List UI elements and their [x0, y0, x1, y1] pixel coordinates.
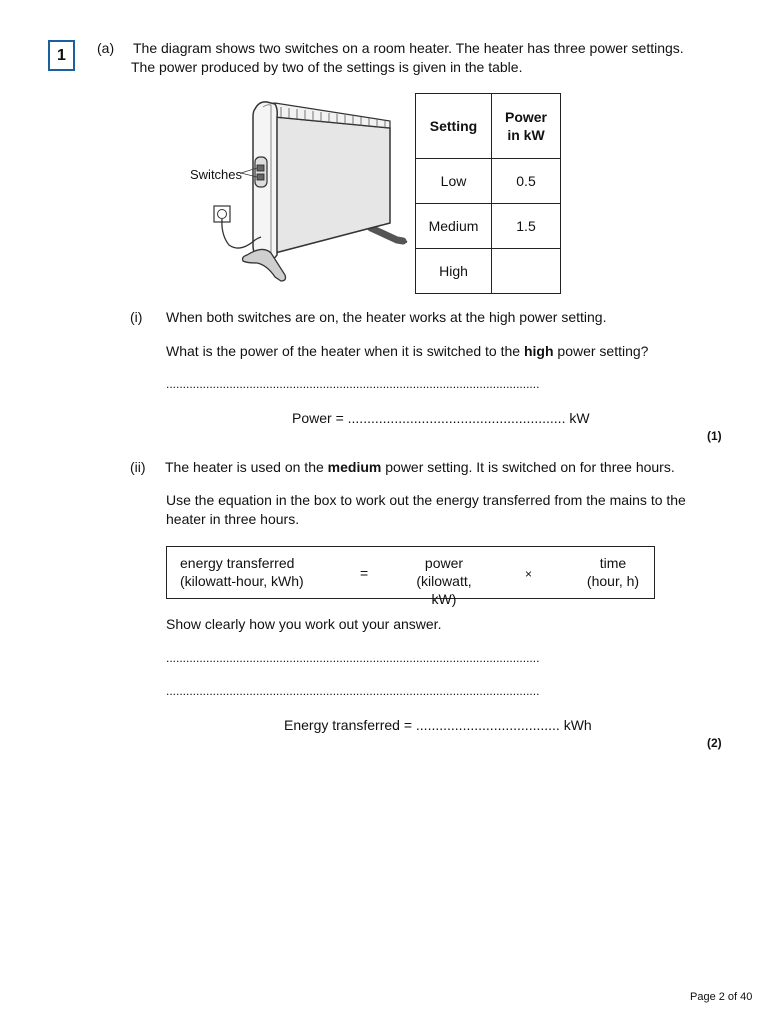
instruction-line2: heater in three hours. — [166, 511, 300, 527]
header-power-line1: Power — [504, 109, 547, 125]
part-i-line1: When both switches are on, the heater works at the high power setting. — [166, 309, 607, 325]
equation-lhs — [180, 554, 304, 590]
header-power-line2: in kW — [507, 127, 545, 143]
equation-time-line1: time — [599, 555, 627, 571]
settings-table — [415, 93, 561, 294]
table-row — [416, 159, 561, 204]
part-i-question-end: power setting? — [553, 343, 649, 359]
equation-power — [403, 554, 485, 608]
intro-line-1: The diagram shows two switches on a room heater. The heater has three power settings. — [133, 40, 684, 56]
setting-cell: Low — [416, 159, 492, 204]
equation-power-line1: power — [424, 555, 464, 571]
part-a-label: (a) — [97, 40, 115, 56]
setting-cell: High — [416, 249, 492, 294]
equation-equals: = — [360, 565, 369, 581]
part-ii-line-start: The heater is used on the — [165, 459, 328, 475]
power-cell: 0.5 — [492, 159, 561, 204]
intro-line-2: The power produced by two of the settings is given in the table. — [131, 59, 523, 75]
part-ii-line-bold: medium — [327, 459, 382, 475]
equation-lhs-line2: (kilowatt-hour, kWh) — [180, 573, 304, 589]
table-header-row — [416, 94, 561, 159]
energy-answer-prompt[interactable]: Energy transferred = ..................................... kWh — [284, 717, 592, 733]
power-answer-prompt[interactable]: Power = ........................................................ kW — [292, 410, 590, 426]
equation-times: × — [525, 567, 533, 581]
equation-power-line2: (kilowatt, kW) — [416, 573, 472, 607]
heater-diagram — [185, 95, 415, 290]
equation-lhs-line1: energy transferred — [180, 555, 295, 571]
part-i-marks: (1) — [707, 429, 722, 443]
part-ii-label: (ii) — [130, 459, 146, 475]
header-power — [492, 94, 561, 159]
part-i-question-bold: high — [523, 343, 554, 359]
working-line-1[interactable]: ................................................................................................................ — [166, 651, 540, 665]
part-i-answer-line[interactable]: ................................................................................................................ — [166, 377, 540, 391]
setting-cell: Medium — [416, 204, 492, 249]
part-i-question-start: What is the power of the heater when it is switched to the — [166, 343, 524, 359]
part-i-label: (i) — [130, 309, 143, 325]
question-number: 1 — [48, 40, 75, 71]
switches-label: Switches — [190, 167, 243, 182]
equation-time — [586, 554, 640, 590]
table-row — [416, 249, 561, 294]
part-i-question — [166, 343, 648, 359]
part-ii-line-end: power setting. It is switched on for three hours. — [381, 459, 675, 475]
equation-box — [166, 546, 655, 607]
part-ii-line — [165, 459, 675, 475]
equation-time-line2: (hour, h) — [586, 573, 640, 589]
power-cell: 1.5 — [492, 204, 561, 249]
table-row — [416, 204, 561, 249]
show-work-instruction: Show clearly how you work out your answer. — [166, 616, 442, 632]
page-number: Page 2 of 40 — [690, 991, 753, 1003]
header-setting: Setting — [416, 94, 492, 159]
part-ii-marks: (2) — [707, 736, 722, 750]
power-cell-blank[interactable] — [492, 249, 561, 294]
instruction-line1: Use the equation in the box to work out the energy transferred from the mains to the — [166, 492, 686, 508]
working-line-2[interactable]: ................................................................................................................ — [166, 684, 540, 698]
